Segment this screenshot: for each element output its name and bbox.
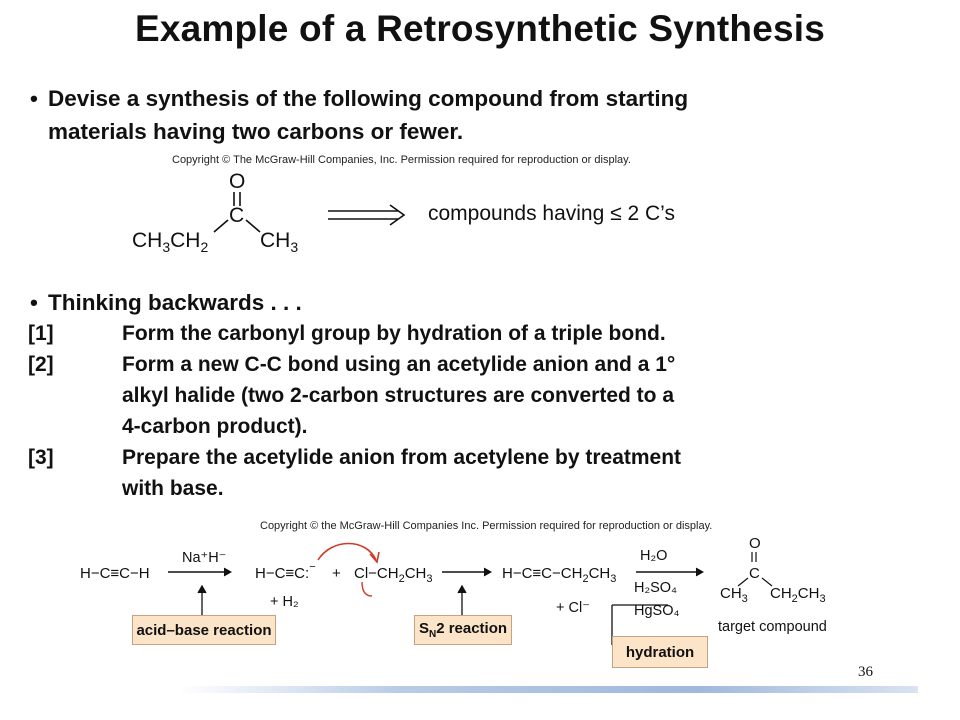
step-number: [3] (28, 446, 54, 469)
sn2-reaction-box: $S_N2$ reaction (414, 615, 512, 645)
copyright-bottom: Copyright © the McGraw-Hill Companies Inc. Permission required for reproduction or display. (260, 520, 713, 532)
bullet-1-line-2: materials having two carbons or fewer. (48, 119, 464, 144)
step-text: 4-carbon product). (122, 415, 308, 438)
byproduct-hydrogen: + H₂ (270, 594, 299, 610)
slide-title: Example of a Retrosynthetic Synthesis (134, 8, 826, 49)
copyright-top: Copyright © The McGraw-Hill Companies, Inc. Permission required for reproduction or display. (172, 154, 631, 166)
acid-base-reaction-box: acid–base reaction (132, 615, 276, 645)
reagent-water: H₂O (640, 548, 668, 564)
step-text: with base. (122, 477, 224, 500)
retrosynthetic-arrow-icon (328, 205, 404, 225)
page-number: 36 (858, 664, 873, 680)
svg-text:+: + (332, 565, 341, 582)
ethyl-chloride: $Cl-CH_2CH_3$ (354, 565, 433, 585)
acetylide-anion: H−C≡C:− (255, 561, 316, 582)
steps-list (28, 318, 928, 518)
carbonyl-carbon: C (749, 565, 760, 582)
bullet-2-text: Thinking backwards . . . (48, 290, 302, 315)
oxygen-atom: O (229, 170, 246, 193)
step-text: Form the carbonyl group by hydration of a triple bond. (122, 322, 666, 345)
step-text: alkyl halide (two 2-carbon structures are converted to a (122, 384, 674, 407)
bullet-dot: • (30, 290, 38, 315)
reagent-sodium-hydride: Na⁺H⁻ (182, 550, 227, 566)
target-compound-label: target compound (718, 619, 827, 635)
step-text: Prepare the acetylide anion from acetylene by treatment (122, 446, 682, 469)
reagent-sulfuric-acid: H₂SO₄ (634, 580, 677, 596)
top-scheme-label: compounds having ≤ 2 C’s (428, 202, 675, 225)
bullet-dot: • (30, 86, 38, 111)
byproduct-chloride: + Cl⁻ (556, 600, 590, 616)
ethyl-group: $CH_2CH_3$ (770, 585, 826, 605)
footer-bar (178, 686, 918, 693)
curved-arrow-icon (318, 544, 376, 561)
bullet-1-line-1: Devise a synthesis of the following compound from starting (48, 86, 689, 111)
ethyl-group: $CH_3CH_2$ (132, 229, 209, 255)
1-butyne: $H-C\equiv C-CH_2CH_3$ (502, 565, 617, 585)
bullet-1 (30, 82, 910, 148)
reagent-mercury-sulfate: HgSO₄ (634, 603, 680, 619)
step-number: [2] (28, 353, 54, 376)
step-number: [1] (28, 322, 54, 345)
hydration-box: hydration (612, 636, 708, 668)
step-text: Form a new C-C bond using an acetylide anion and a 1° (122, 353, 676, 376)
methyl-group: $CH_3$ (260, 229, 299, 255)
bullet-2 (30, 286, 302, 319)
oxygen-atom: O (749, 535, 761, 552)
methyl-group: $CH_3$ (720, 585, 748, 605)
target-molecule-structure (132, 170, 298, 255)
acetylene: H−C≡C−H (80, 565, 150, 582)
carbonyl-carbon: C (229, 204, 245, 227)
curved-arrow-icon (362, 582, 372, 596)
